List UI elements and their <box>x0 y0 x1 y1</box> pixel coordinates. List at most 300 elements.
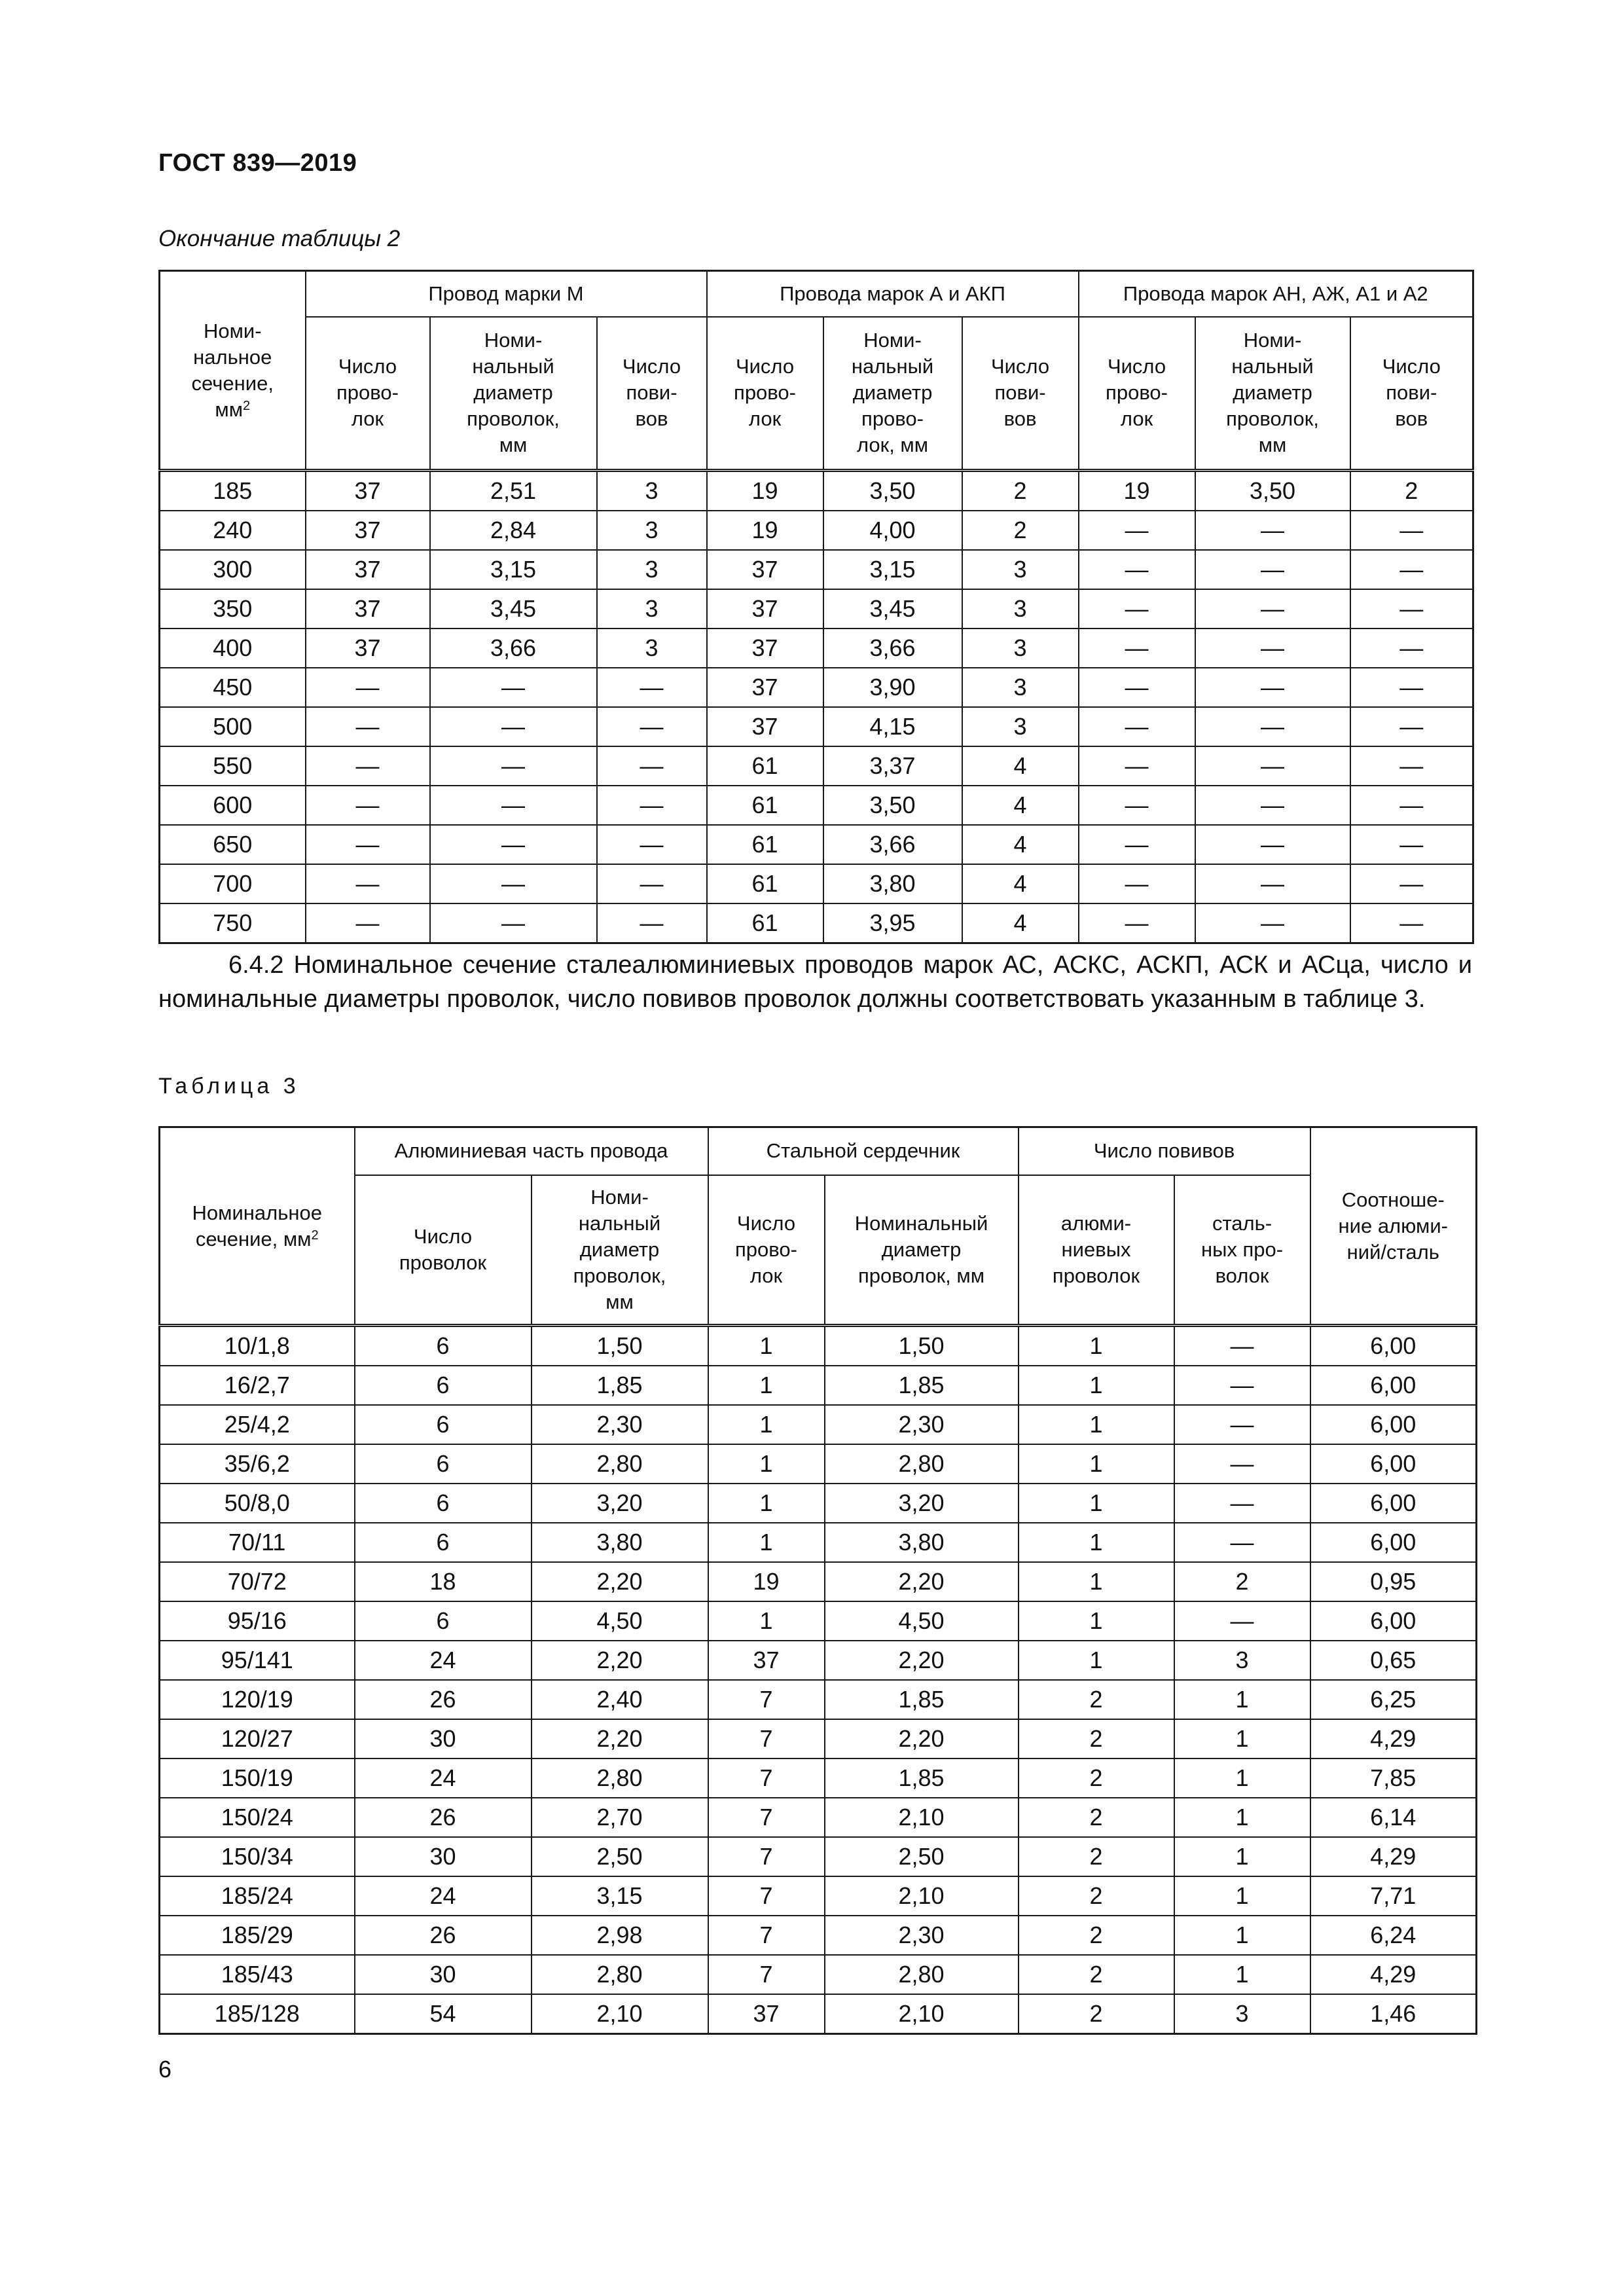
t2-an-turns: Число пови- вов <box>1350 317 1473 471</box>
table-row <box>160 903 1473 943</box>
table-cell: 2,30 <box>825 1405 1019 1444</box>
table-cell: 1 <box>1019 1444 1174 1484</box>
table-cell: — <box>1195 589 1350 629</box>
table-cell: 3,50 <box>1195 471 1350 511</box>
table-cell: 3 <box>597 471 707 511</box>
table-row <box>160 511 1473 550</box>
table-cell: 6,25 <box>1310 1680 1477 1719</box>
t3-turns-st: сталь- ных про- волок <box>1174 1175 1310 1326</box>
table-cell: 6 <box>355 1601 532 1641</box>
table-row <box>160 550 1473 589</box>
table-row <box>160 1444 1477 1484</box>
table-cell: 1 <box>1019 1641 1174 1680</box>
table-cell: 3,15 <box>823 550 962 589</box>
table-cell: 6 <box>355 1484 532 1523</box>
t3-group-steel-core: Стальной сердечник <box>708 1127 1019 1175</box>
row-label-cell: 450 <box>160 668 306 707</box>
table-cell: 7 <box>708 1876 825 1916</box>
table-cell: 1 <box>1019 1366 1174 1405</box>
table-row <box>160 1758 1477 1798</box>
table-cell: 1,85 <box>532 1366 708 1405</box>
row-label-cell: 650 <box>160 825 306 864</box>
table-cell: — <box>1350 589 1473 629</box>
table-cell: — <box>1079 629 1195 668</box>
t3-col-nominal-sup: 2 <box>311 1228 319 1243</box>
table-cell: 3,66 <box>823 629 962 668</box>
t3-group-turns: Число повивов <box>1019 1127 1310 1175</box>
table-row <box>160 1523 1477 1562</box>
table-cell: — <box>597 903 707 943</box>
row-label-cell: 500 <box>160 707 306 746</box>
t3-al-diam: Номи- нальный диаметр проволок, мм <box>532 1175 708 1326</box>
row-label-cell: 185/128 <box>160 1994 355 2034</box>
table-cell: 1 <box>1019 1523 1174 1562</box>
t3-col-nominal-text: Номинальное сечение, мм <box>192 1201 322 1250</box>
table-cell: 37 <box>708 1994 825 2034</box>
table-cell: 3 <box>597 550 707 589</box>
table-cell: 6,00 <box>1310 1366 1477 1405</box>
table-cell: 30 <box>355 1837 532 1876</box>
table-cell: 26 <box>355 1916 532 1955</box>
table-cell: 61 <box>707 864 823 903</box>
table-cell: 2 <box>1019 1994 1174 2034</box>
table-cell: 6,00 <box>1310 1601 1477 1641</box>
table-cell: 1 <box>708 1523 825 1562</box>
table-cell: — <box>1174 1484 1310 1523</box>
table-cell: — <box>1079 589 1195 629</box>
table-cell: 30 <box>355 1955 532 1994</box>
table-cell: 4 <box>962 746 1079 786</box>
table-cell: 2,80 <box>825 1444 1019 1484</box>
table-cell: 2,50 <box>532 1837 708 1876</box>
table-cell: 2,70 <box>532 1798 708 1837</box>
page-number: 6 <box>158 2056 172 2083</box>
table-cell: 2,80 <box>532 1955 708 1994</box>
table-cell: 2,80 <box>532 1758 708 1798</box>
table-cell: — <box>1195 550 1350 589</box>
table-cell: — <box>430 864 597 903</box>
table-cell: 4 <box>962 825 1079 864</box>
table-cell: — <box>1195 825 1350 864</box>
t2-group-an: Провода марок АН, АЖ, А1 и А2 <box>1079 271 1473 317</box>
row-label-cell: 700 <box>160 864 306 903</box>
table-cell: 2 <box>1174 1562 1310 1601</box>
table-cell: — <box>1174 1523 1310 1562</box>
table-cell: 1 <box>1019 1562 1174 1601</box>
t3-group-aluminium: Алюминиевая часть провода <box>355 1127 708 1175</box>
table-cell: 1 <box>1174 1680 1310 1719</box>
document-code: ГОСТ 839—2019 <box>158 149 357 177</box>
table-row <box>160 1876 1477 1916</box>
table-cell: 37 <box>708 1641 825 1680</box>
table-cell: — <box>1350 668 1473 707</box>
table-cell: 1 <box>1019 1484 1174 1523</box>
table-cell: 19 <box>707 471 823 511</box>
table-cell: 18 <box>355 1562 532 1601</box>
table-cell: 3,50 <box>823 471 962 511</box>
table-cell: — <box>1079 550 1195 589</box>
table-cell: 6,24 <box>1310 1916 1477 1955</box>
table-cell: 4,15 <box>823 707 962 746</box>
table-cell: — <box>306 786 430 825</box>
table-cell: 2,30 <box>532 1405 708 1444</box>
row-label-cell: 120/27 <box>160 1719 355 1758</box>
t2-a-diam: Номи- нальный диаметр прово- лок, мм <box>823 317 962 471</box>
table-cell: 1,50 <box>825 1326 1019 1366</box>
table-cell: 3 <box>962 668 1079 707</box>
table-cell: 61 <box>707 746 823 786</box>
table-cell: 37 <box>306 589 430 629</box>
table-cell: 4,50 <box>825 1601 1019 1641</box>
table-cell: — <box>430 825 597 864</box>
table-row <box>160 1994 1477 2034</box>
table-cell: 1 <box>708 1405 825 1444</box>
table-cell: — <box>1195 707 1350 746</box>
table-cell: 1 <box>708 1601 825 1641</box>
table-row <box>160 1326 1477 1366</box>
table-cell: 1 <box>1174 1719 1310 1758</box>
table-cell: 2,40 <box>532 1680 708 1719</box>
table-row <box>160 1837 1477 1876</box>
table-cell: 2,98 <box>532 1916 708 1955</box>
table-cell: — <box>1079 864 1195 903</box>
table-row <box>160 1916 1477 1955</box>
table-cell: — <box>1195 903 1350 943</box>
table-cell: 37 <box>707 707 823 746</box>
table-cell: 3,95 <box>823 903 962 943</box>
table-cell: 3 <box>1174 1994 1310 2034</box>
t2-a-count: Число прово- лок <box>707 317 823 471</box>
table-cell: — <box>1350 629 1473 668</box>
table-cell: — <box>1195 668 1350 707</box>
table-cell: 2 <box>1019 1719 1174 1758</box>
table-cell: 6,00 <box>1310 1326 1477 1366</box>
table-cell: 6,00 <box>1310 1444 1477 1484</box>
table-cell: 19 <box>708 1562 825 1601</box>
t2-m-diam: Номи- нальный диаметр проволок, мм <box>430 317 597 471</box>
row-label-cell: 150/24 <box>160 1798 355 1837</box>
row-label-cell: 70/72 <box>160 1562 355 1601</box>
row-label-cell: 150/19 <box>160 1758 355 1798</box>
table-cell: 1 <box>1019 1601 1174 1641</box>
table-cell: 7 <box>708 1719 825 1758</box>
t2-col-nominal-sup: 2 <box>243 398 251 413</box>
table-cell: 6,00 <box>1310 1405 1477 1444</box>
table-cell: — <box>597 825 707 864</box>
table-row <box>160 786 1473 825</box>
table-cell: 3,15 <box>430 550 597 589</box>
table-cell: 37 <box>707 550 823 589</box>
table-cell: 37 <box>306 629 430 668</box>
table-cell: 30 <box>355 1719 532 1758</box>
table-cell: 24 <box>355 1641 532 1680</box>
table-cell: — <box>1195 629 1350 668</box>
table-cell: 37 <box>306 550 430 589</box>
table-cell: 6 <box>355 1523 532 1562</box>
table-cell: 1 <box>708 1444 825 1484</box>
row-label-cell: 185/43 <box>160 1955 355 1994</box>
table-cell: 7 <box>708 1955 825 1994</box>
table-cell: 6 <box>355 1405 532 1444</box>
table-cell: 1 <box>1174 1798 1310 1837</box>
table-cell: 1 <box>708 1326 825 1366</box>
table-cell: 6 <box>355 1444 532 1484</box>
table-cell: 3 <box>962 589 1079 629</box>
table-cell: 2,10 <box>825 1798 1019 1837</box>
t2-m-turns: Число пови- вов <box>597 317 707 471</box>
table-cell: 3 <box>962 707 1079 746</box>
table-cell: 24 <box>355 1758 532 1798</box>
t2-an-count: Число прово- лок <box>1079 317 1195 471</box>
table3-caption: Таблица 3 <box>158 1074 300 1099</box>
row-label-cell: 300 <box>160 550 306 589</box>
table-cell: 0,65 <box>1310 1641 1477 1680</box>
table-cell: 3,80 <box>532 1523 708 1562</box>
table-cell: — <box>1174 1444 1310 1484</box>
row-label-cell: 240 <box>160 511 306 550</box>
table-cell: 3,50 <box>823 786 962 825</box>
table-cell: — <box>1350 707 1473 746</box>
table-cell: 2 <box>1019 1955 1174 1994</box>
row-label-cell: 70/11 <box>160 1523 355 1562</box>
row-label-cell: 95/16 <box>160 1601 355 1641</box>
table-cell: — <box>1174 1405 1310 1444</box>
table-cell: 3,45 <box>823 589 962 629</box>
table-cell: 4,50 <box>532 1601 708 1641</box>
table-cell: 1 <box>1174 1916 1310 1955</box>
table-cell: — <box>1350 550 1473 589</box>
row-label-cell: 95/141 <box>160 1641 355 1680</box>
table-row <box>160 746 1473 786</box>
table-cell: — <box>430 786 597 825</box>
row-label-cell: 185/24 <box>160 1876 355 1916</box>
table-cell: 3,80 <box>823 864 962 903</box>
table-cell: 3 <box>597 629 707 668</box>
table-cell: — <box>430 707 597 746</box>
row-label-cell: 25/4,2 <box>160 1405 355 1444</box>
table-cell: 6,14 <box>1310 1798 1477 1837</box>
table-cell: 37 <box>707 589 823 629</box>
row-label-cell: 16/2,7 <box>160 1366 355 1405</box>
table-cell: 1,85 <box>825 1366 1019 1405</box>
table-row <box>160 1484 1477 1523</box>
table-cell: 61 <box>707 786 823 825</box>
t2-col-nominal-text: Номи- нальное сечение, мм <box>191 319 274 421</box>
t2-group-m: Провод марки М <box>306 271 707 317</box>
table-cell: 2 <box>1019 1837 1174 1876</box>
table-2 <box>158 270 1474 944</box>
table-cell: — <box>430 746 597 786</box>
table-cell: 3 <box>962 629 1079 668</box>
table-cell: 7 <box>708 1758 825 1798</box>
table-cell: 2,10 <box>825 1994 1019 2034</box>
table-cell: 3 <box>962 550 1079 589</box>
table-cell: 7,71 <box>1310 1876 1477 1916</box>
t3-al-count: Число проволок <box>355 1175 532 1326</box>
table-cell: 2,10 <box>825 1876 1019 1916</box>
table-cell: 2,20 <box>825 1562 1019 1601</box>
table-cell: 4,29 <box>1310 1955 1477 1994</box>
table-row <box>160 1680 1477 1719</box>
table-cell: 6,00 <box>1310 1484 1477 1523</box>
table-cell: 3,45 <box>430 589 597 629</box>
table-cell: 1 <box>1174 1837 1310 1876</box>
table-cell: — <box>1174 1601 1310 1641</box>
table-cell: — <box>306 903 430 943</box>
table-row <box>160 707 1473 746</box>
table-cell: — <box>597 746 707 786</box>
table-cell: 4,00 <box>823 511 962 550</box>
table-cell: 4 <box>962 786 1079 825</box>
row-label-cell: 50/8,0 <box>160 1484 355 1523</box>
table-cell: 2,20 <box>532 1719 708 1758</box>
table-cell: — <box>1350 825 1473 864</box>
table-cell: — <box>1079 707 1195 746</box>
table-cell: 2,51 <box>430 471 597 511</box>
table-cell: 3,90 <box>823 668 962 707</box>
table-cell: 2 <box>1019 1680 1174 1719</box>
table-row <box>160 1601 1477 1641</box>
table-cell: — <box>1079 746 1195 786</box>
t3-turns-al: алюми- ниевых проволок <box>1019 1175 1174 1326</box>
table-row <box>160 1562 1477 1601</box>
t3-col-nominal <box>160 1127 355 1326</box>
row-label-cell: 350 <box>160 589 306 629</box>
t3-st-count: Число прово- лок <box>708 1175 825 1326</box>
table-cell: 1,85 <box>825 1680 1019 1719</box>
table-cell: 2 <box>962 511 1079 550</box>
table-cell: — <box>1079 511 1195 550</box>
table-cell: — <box>1350 511 1473 550</box>
table-cell: — <box>1174 1366 1310 1405</box>
table-row <box>160 825 1473 864</box>
table-row <box>160 471 1473 511</box>
table-cell: 37 <box>707 629 823 668</box>
table-cell: 4,29 <box>1310 1837 1477 1876</box>
paragraph-6-4-2 <box>158 948 1472 1016</box>
table-cell: 61 <box>707 825 823 864</box>
table-cell: 24 <box>355 1876 532 1916</box>
paragraph-text: 6.4.2 Номинальное сечение сталеалюминиевых проводов марок АС, АСКС, АСКП, АСК и АСца, число и номинальные диаметры проволок, число повивов проволок должны соответствовать указанным в таблице 3. <box>158 951 1472 1013</box>
row-label-cell: 150/34 <box>160 1837 355 1876</box>
table-row <box>160 1719 1477 1758</box>
table-cell: 1 <box>708 1366 825 1405</box>
table-cell: — <box>1174 1326 1310 1366</box>
table-cell: — <box>306 668 430 707</box>
table-cell: 1 <box>1174 1758 1310 1798</box>
row-label-cell: 185 <box>160 471 306 511</box>
row-label-cell: 600 <box>160 786 306 825</box>
table-cell: 3,37 <box>823 746 962 786</box>
table-cell: 1,85 <box>825 1758 1019 1798</box>
table-cell: — <box>1195 511 1350 550</box>
table-row <box>160 629 1473 668</box>
row-label-cell: 120/19 <box>160 1680 355 1719</box>
table-cell: 1 <box>708 1484 825 1523</box>
table-row <box>160 1798 1477 1837</box>
t2-a-turns: Число пови- вов <box>962 317 1079 471</box>
table-cell: 2,50 <box>825 1837 1019 1876</box>
table-cell: 2,20 <box>825 1641 1019 1680</box>
table-cell: 1 <box>1019 1326 1174 1366</box>
row-label-cell: 35/6,2 <box>160 1444 355 1484</box>
table-cell: — <box>306 864 430 903</box>
table-cell: — <box>1079 825 1195 864</box>
table-cell: 2,20 <box>532 1641 708 1680</box>
table-row <box>160 668 1473 707</box>
table-cell: 3 <box>597 511 707 550</box>
table-cell: — <box>1079 668 1195 707</box>
row-label-cell: 750 <box>160 903 306 943</box>
table-cell: 1 <box>1019 1405 1174 1444</box>
table-row <box>160 1641 1477 1680</box>
t2-an-diam: Номи- нальный диаметр проволок, мм <box>1195 317 1350 471</box>
table-cell: 6 <box>355 1366 532 1405</box>
table-row <box>160 1366 1477 1405</box>
row-label-cell: 10/1,8 <box>160 1326 355 1366</box>
table-cell: — <box>306 746 430 786</box>
table-cell: 3,66 <box>430 629 597 668</box>
table-cell: 54 <box>355 1994 532 2034</box>
table-cell: — <box>306 825 430 864</box>
table-row <box>160 1405 1477 1444</box>
table-cell: 19 <box>1079 471 1195 511</box>
t2-m-count: Число прово- лок <box>306 317 430 471</box>
t2-group-a: Провода марок А и АКП <box>707 271 1079 317</box>
table-cell: 1 <box>1174 1955 1310 1994</box>
table-cell: 26 <box>355 1798 532 1837</box>
table-cell: 6,00 <box>1310 1523 1477 1562</box>
table-row <box>160 864 1473 903</box>
table-cell: 4 <box>962 864 1079 903</box>
row-label-cell: 185/29 <box>160 1916 355 1955</box>
table-cell: 7 <box>708 1798 825 1837</box>
table-cell: 3,80 <box>825 1523 1019 1562</box>
table-cell: 3 <box>597 589 707 629</box>
table-cell: 7 <box>708 1916 825 1955</box>
table-cell: 61 <box>707 903 823 943</box>
table-cell: 37 <box>306 511 430 550</box>
table-cell: 2 <box>1019 1758 1174 1798</box>
table-cell: 2 <box>962 471 1079 511</box>
t3-st-diam: Номинальный диаметр проволок, мм <box>825 1175 1019 1326</box>
table-cell: 2,80 <box>532 1444 708 1484</box>
table-3 <box>158 1126 1477 2035</box>
table-cell: — <box>597 786 707 825</box>
table-cell: 7 <box>708 1680 825 1719</box>
table-cell: 4,29 <box>1310 1719 1477 1758</box>
table-cell: — <box>306 707 430 746</box>
table-cell: — <box>1350 903 1473 943</box>
table2-caption: Окончание таблицы 2 <box>158 226 401 251</box>
table-cell: 2 <box>1019 1876 1174 1916</box>
table-cell: 2,84 <box>430 511 597 550</box>
row-label-cell: 400 <box>160 629 306 668</box>
t2-col-nominal <box>160 271 306 471</box>
table-row <box>160 589 1473 629</box>
table-cell: 2,30 <box>825 1916 1019 1955</box>
table-cell: 19 <box>707 511 823 550</box>
table-cell: 7,85 <box>1310 1758 1477 1798</box>
table-cell: — <box>1195 746 1350 786</box>
t3-col-ratio: Соотноше- ние алюми- ний/сталь <box>1310 1127 1477 1326</box>
table-cell: — <box>1195 786 1350 825</box>
table-cell: — <box>1079 786 1195 825</box>
table-cell: 3,15 <box>532 1876 708 1916</box>
table-cell: 7 <box>708 1837 825 1876</box>
table-cell: 2 <box>1019 1798 1174 1837</box>
table-cell: — <box>1079 903 1195 943</box>
